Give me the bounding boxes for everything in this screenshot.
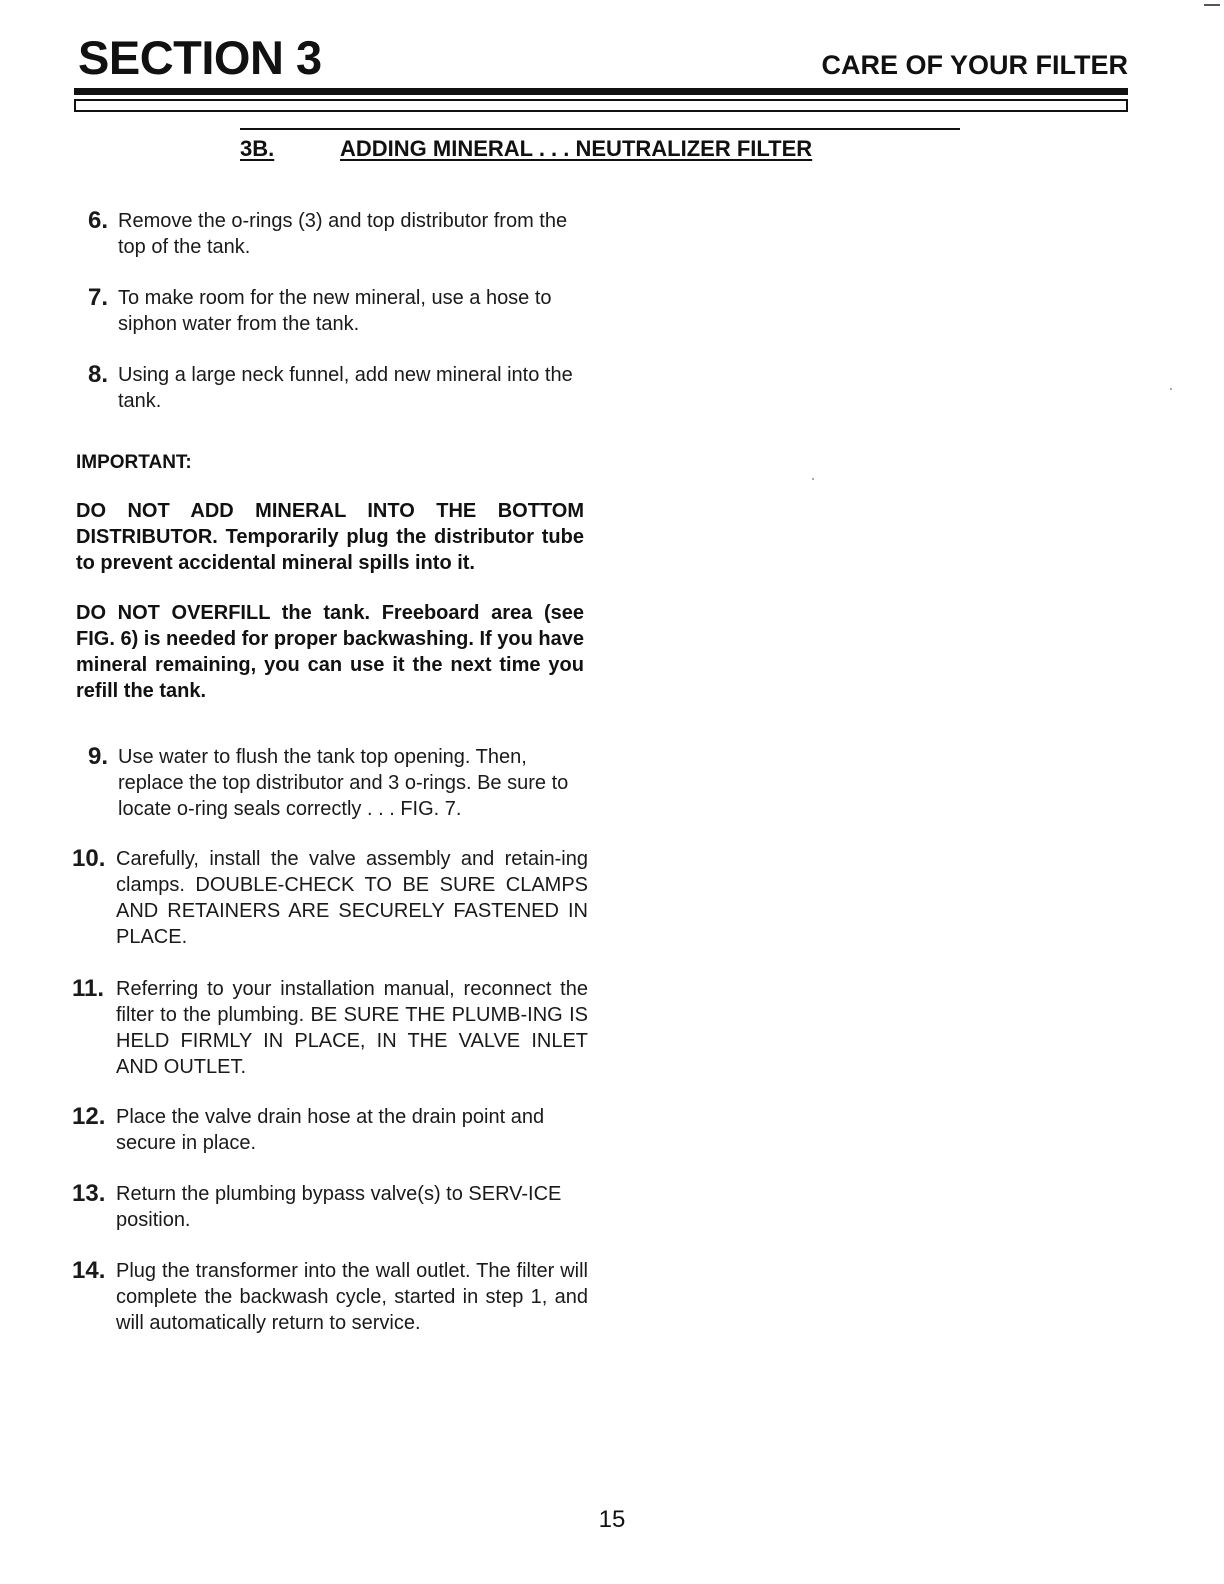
section-subtitle: CARE OF YOUR FILTER bbox=[821, 50, 1128, 80]
scan-artifact bbox=[812, 478, 814, 480]
step-number: 8. bbox=[88, 361, 109, 388]
step-number: 14. bbox=[72, 1257, 106, 1284]
section-title: SECTION 3 bbox=[78, 31, 322, 84]
list-item bbox=[88, 208, 588, 260]
list-item bbox=[88, 744, 588, 822]
important-paragraph: DO NOT ADD MINERAL INTO THE BOTTOM DISTRIBUTOR. Temporarily plug the distributor tube to prevent accidental mineral spills into it. bbox=[76, 500, 584, 574]
step-text: Use water to flush the tank top opening. Then, replace the top distributor and 3 o-rings. Be sure to locate o-ring seals correctly . . . FIG. 7. bbox=[118, 746, 569, 820]
header-rule-box bbox=[74, 99, 1128, 112]
step-text: Remove the o-rings (3) and top distributor from the top of the tank. bbox=[118, 210, 568, 258]
list-item bbox=[72, 1258, 588, 1336]
step-text: Return the plumbing bypass valve(s) to SERV-ICE position. bbox=[116, 1183, 562, 1231]
subsection-title: ADDING MINERAL . . . NEUTRALIZER FILTER bbox=[340, 136, 813, 161]
step-text: Carefully, install the valve assembly and retain-ing clamps. DOUBLE-CHECK TO BE SURE CLAMPS AND RETAINERS ARE SECURELY FASTENED IN PLACE. bbox=[116, 848, 588, 948]
step-number: 6. bbox=[88, 207, 109, 234]
step-number: 11. bbox=[72, 975, 105, 1002]
step-number: 9. bbox=[88, 743, 109, 770]
step-text: Plug the transformer into the wall outlet. The filter will complete the backwash cycle, started in step 1, and will automatically return to service. bbox=[116, 1260, 588, 1334]
scan-artifact bbox=[1204, 4, 1220, 6]
important-paragraph: DO NOT OVERFILL the tank. Freeboard area (see FIG. 6) is needed for proper backwashing. If you have mineral remaining, you can use it the next time you refill the tank. bbox=[76, 602, 584, 702]
page-number: 15 bbox=[598, 1506, 626, 1533]
step-text: Using a large neck funnel, add new mineral into the tank. bbox=[118, 364, 573, 412]
step-number: 10. bbox=[72, 845, 106, 872]
step-number: 7. bbox=[88, 284, 109, 311]
list-item bbox=[88, 285, 588, 337]
list-item bbox=[72, 1104, 588, 1156]
header-rule-bar bbox=[74, 88, 1128, 95]
step-number: 12. bbox=[72, 1103, 106, 1130]
list-item bbox=[72, 846, 588, 950]
step-number: 13. bbox=[72, 1180, 106, 1207]
step-text: Referring to your installation manual, reconnect the filter to the plumbing. BE SURE THE PLUMB-ING IS HELD FIRMLY IN PLACE, IN THE VALVE INLET AND OUTLET. bbox=[116, 978, 588, 1078]
list-item bbox=[72, 1181, 588, 1233]
subsection-number: 3B. bbox=[240, 136, 275, 161]
subsection-heading bbox=[240, 128, 960, 162]
step-text: Place the valve drain hose at the drain point and secure in place. bbox=[116, 1106, 545, 1154]
list-item bbox=[72, 976, 588, 1080]
important-label: IMPORTANT: bbox=[76, 452, 192, 473]
step-text: To make room for the new mineral, use a hose to siphon water from the tank. bbox=[118, 287, 552, 335]
list-item bbox=[88, 362, 588, 414]
scan-artifact bbox=[1170, 388, 1172, 390]
header-rule bbox=[74, 88, 1128, 112]
